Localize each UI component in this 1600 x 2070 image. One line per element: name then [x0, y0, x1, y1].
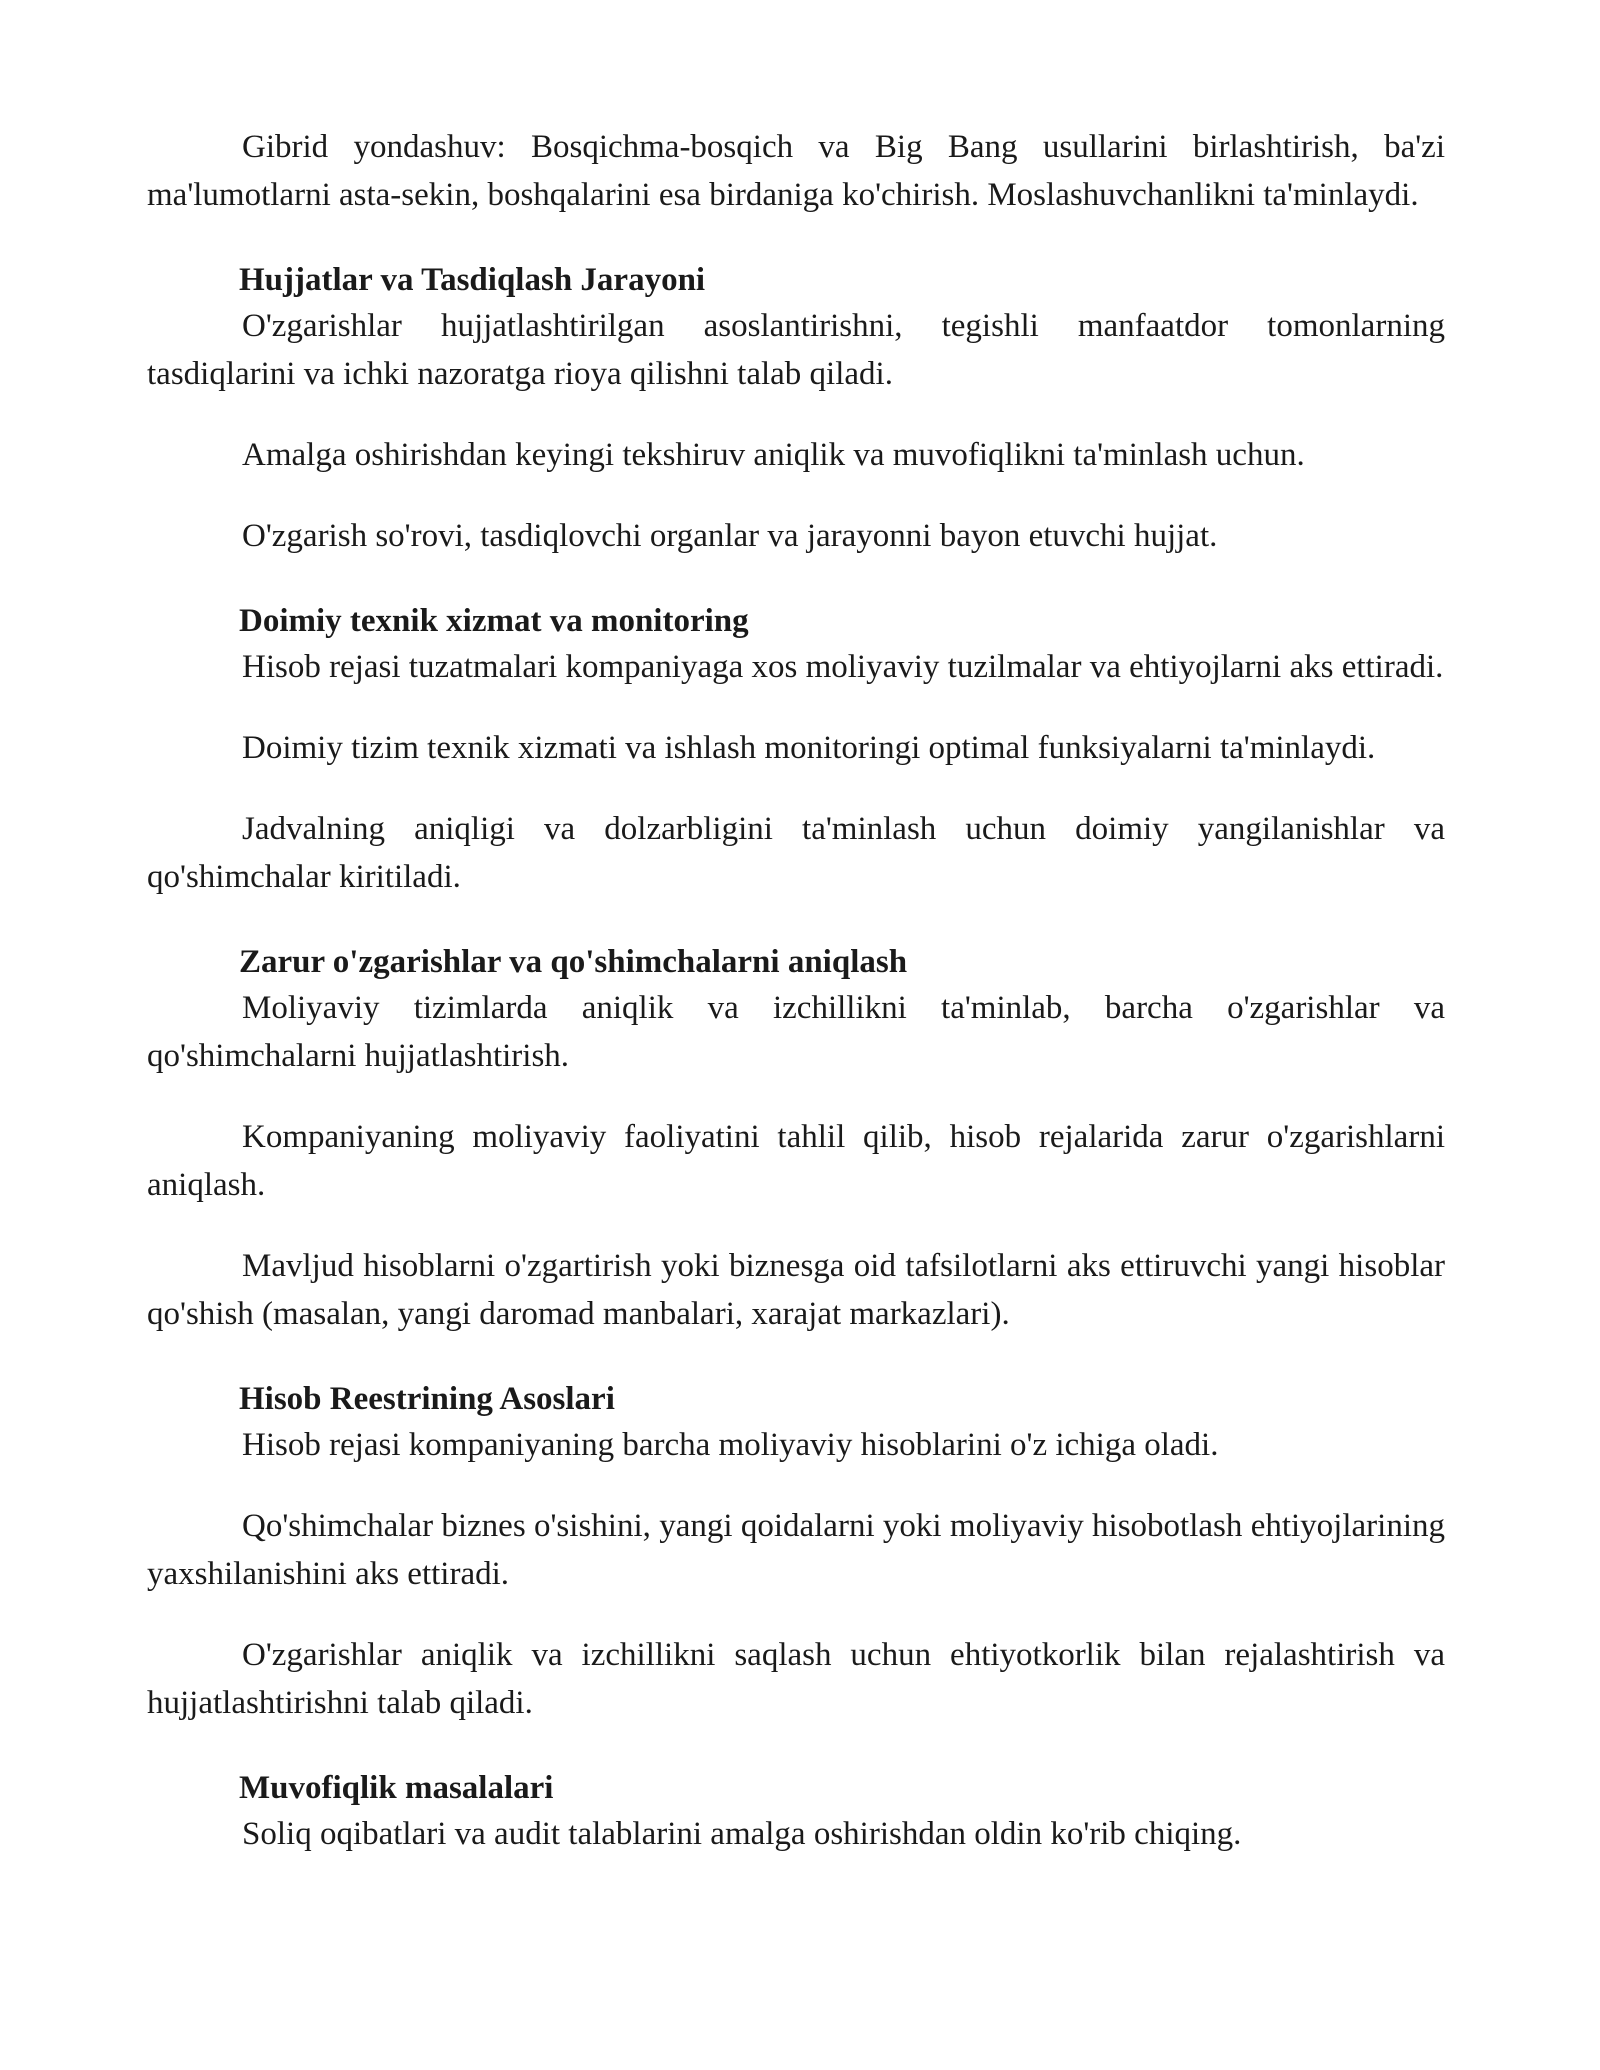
intro-paragraph: Gibrid yondashuv: Bosqichma-bosqich va Big Bang usullarini birlashtirish, ba'zi ma'lumotlarni asta-sekin, boshqalarini esa birdaniga ko'chirish. Moslashuvchanlikni ta'minlaydi.: [147, 129, 1445, 213]
paragraph: O'zgarishlar aniqlik va izchillikni saqlash uchun ehtiyotkorlik bilan rejalashtirish va hujjatlashtirishni talab qiladi.: [147, 1637, 1445, 1721]
section-zarur-ozgarishlar: [147, 941, 1445, 1338]
section-heading: Hujjatlar va Tasdiqlash Jarayoni: [239, 262, 706, 298]
section-heading: Hisob Reestrining Asoslari: [239, 1381, 615, 1417]
paragraph: Moliyaviy tizimlarda aniqlik va izchillikni ta'minlab, barcha o'zgarishlar va qo'shimchalarni hujjatlashtirish.: [147, 990, 1445, 1074]
section-muvofiqlik: [147, 1767, 1445, 1858]
paragraph: Mavljud hisoblarni o'zgartirish yoki biznesga oid tafsilotlarni aks ettiruvchi yangi hisoblar qo'shish (masalan, yangi daromad manbalari, xarajat markazlari).: [147, 1248, 1445, 1332]
paragraph: Doimiy tizim texnik xizmati va ishlash monitoringi optimal funksiyalarni ta'minlaydi.: [242, 730, 1376, 766]
section-hisob-reestri: [147, 1378, 1445, 1727]
section-heading: Doimiy texnik xizmat va monitoring: [239, 603, 749, 639]
section-hujjatlar: [147, 259, 1445, 560]
document-page: [147, 123, 1445, 1858]
paragraph: Qo'shimchalar biznes o'sishini, yangi qoidalarni yoki moliyaviy hisobotlash ehtiyojlarining yaxshilanishini aks ettiradi.: [147, 1508, 1445, 1592]
paragraph: Hisob rejasi tuzatmalari kompaniyaga xos moliyaviy tuzilmalar va ehtiyojlarni aks ettiradi.: [242, 649, 1444, 685]
section-doimiy-xizmat: [147, 600, 1445, 901]
paragraph: Jadvalning aniqligi va dolzarbligini ta'minlash uchun doimiy yangilanishlar va qo'shimchalar kiritiladi.: [147, 811, 1445, 895]
paragraph: Soliq oqibatlari va audit talablarini amalga oshirishdan oldin ko'rib chiqing.: [242, 1816, 1242, 1852]
paragraph: Kompaniyaning moliyaviy faoliyatini tahlil qilib, hisob rejalarida zarur o'zgarishlarni aniqlash.: [147, 1119, 1445, 1203]
paragraph: Amalga oshirishdan keyingi tekshiruv aniqlik va muvofiqlikni ta'minlash uchun.: [242, 437, 1305, 473]
section-heading: Zarur o'zgarishlar va qo'shimchalarni aniqlash: [239, 944, 908, 980]
paragraph: O'zgarishlar hujjatlashtirilgan asoslantirishni, tegishli manfaatdor tomonlarning tasdiqlarini va ichki nazoratga rioya qilishni talab qiladi.: [147, 308, 1445, 392]
section-heading: Muvofiqlik masalalari: [239, 1770, 554, 1806]
paragraph: O'zgarish so'rovi, tasdiqlovchi organlar va jarayonni bayon etuvchi hujjat.: [242, 518, 1218, 554]
paragraph: Hisob rejasi kompaniyaning barcha moliyaviy hisoblarini o'z ichiga oladi.: [242, 1427, 1219, 1463]
